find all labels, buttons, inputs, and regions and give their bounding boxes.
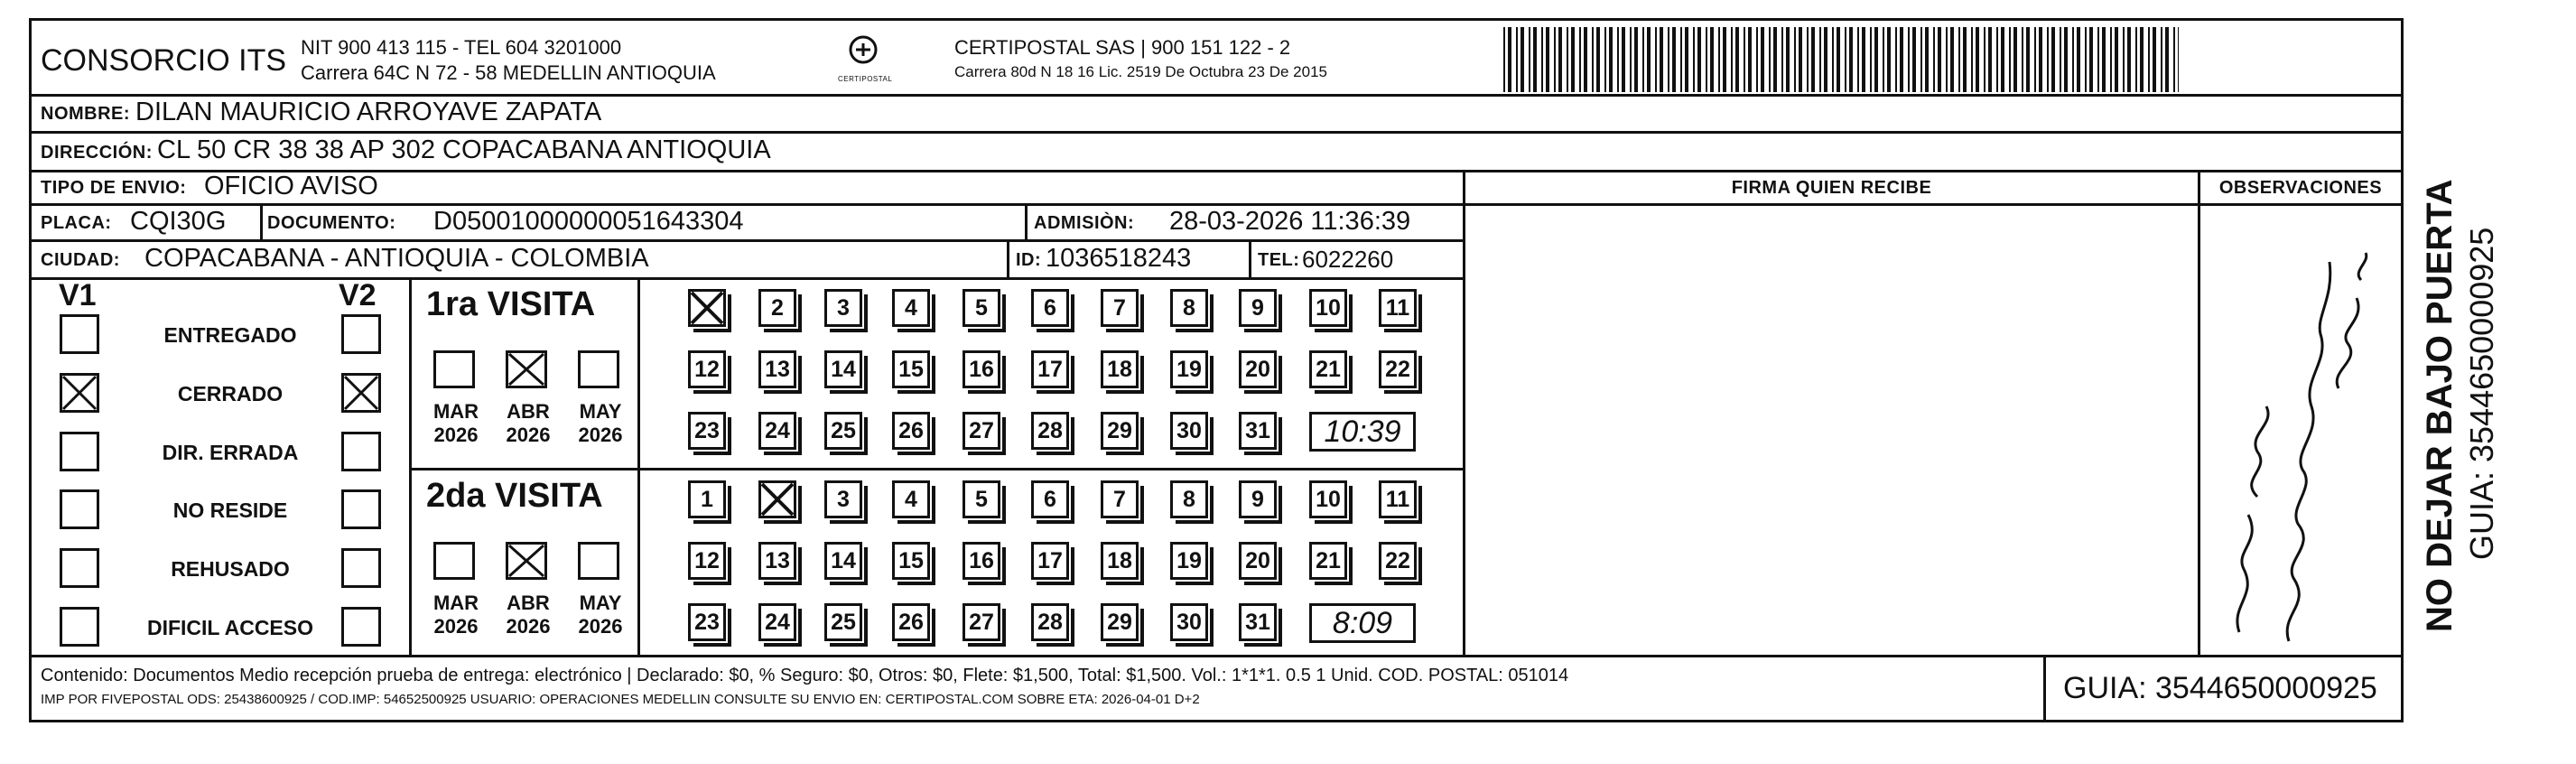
tel-label: TEL: bbox=[1258, 250, 1300, 270]
firma-header: FIRMA QUIEN RECIBE bbox=[1731, 178, 1932, 198]
visit-time-box[interactable]: 8:09 bbox=[1309, 603, 1416, 643]
documento-value: D05001000000051643304 bbox=[433, 207, 744, 236]
company-name: CONSORCIO ITS bbox=[41, 43, 287, 78]
status-v1-checkbox[interactable] bbox=[60, 607, 99, 647]
admision-label: ADMISIÒN: bbox=[1034, 213, 1135, 233]
status-v1-checkbox[interactable] bbox=[60, 489, 99, 529]
day-box[interactable]: 15 bbox=[892, 350, 930, 388]
day-box[interactable]: 1 bbox=[688, 480, 726, 518]
status-v2-checkbox[interactable] bbox=[341, 548, 381, 588]
observaciones-divider bbox=[2198, 170, 2200, 655]
firma-area bbox=[1465, 206, 2198, 655]
row-line bbox=[32, 170, 2401, 172]
certipostal-logo-icon bbox=[838, 34, 893, 83]
id-value: 1036518243 bbox=[1046, 244, 1192, 273]
day-box[interactable]: 21 bbox=[1309, 350, 1347, 388]
row-line bbox=[32, 131, 2401, 134]
month-year: 2026 bbox=[506, 424, 551, 446]
day-box[interactable]: 13 bbox=[758, 350, 796, 388]
day-box[interactable]: 3 bbox=[824, 480, 862, 518]
status-v2-checkbox[interactable] bbox=[341, 432, 381, 471]
day-box[interactable]: 5 bbox=[963, 289, 1000, 327]
day-box[interactable]: 14 bbox=[824, 542, 862, 580]
month-checkbox[interactable] bbox=[578, 350, 619, 388]
day-box[interactable]: 28 bbox=[1031, 412, 1069, 450]
day-box[interactable]: 7 bbox=[1101, 480, 1139, 518]
row-line bbox=[32, 277, 1465, 280]
day-box[interactable]: 23 bbox=[688, 412, 726, 450]
day-box[interactable]: 4 bbox=[892, 289, 930, 327]
cell-divider bbox=[1007, 239, 1009, 277]
day-box[interactable]: 13 bbox=[758, 542, 796, 580]
day-box[interactable]: 31 bbox=[1239, 412, 1277, 450]
month-checkbox[interactable] bbox=[578, 542, 619, 580]
status-label: REHUSADO bbox=[171, 557, 290, 581]
status-v2-checkbox[interactable] bbox=[341, 373, 381, 413]
day-box[interactable]: 30 bbox=[1170, 603, 1208, 641]
day-box[interactable]: 6 bbox=[1031, 480, 1069, 518]
v2-label: V2 bbox=[339, 278, 377, 312]
day-box[interactable]: 11 bbox=[1379, 289, 1417, 327]
day-box[interactable]: 17 bbox=[1031, 350, 1069, 388]
day-box[interactable]: 27 bbox=[963, 412, 1000, 450]
carrier-name: CERTIPOSTAL SAS | 900 151 122 - 2 bbox=[954, 36, 1291, 59]
visit-title: 2da VISITA bbox=[426, 477, 603, 515]
day-box[interactable]: 22 bbox=[1379, 542, 1417, 580]
day-box[interactable]: 15 bbox=[892, 542, 930, 580]
day-box[interactable]: 27 bbox=[963, 603, 1000, 641]
carrier-address: Carrera 80d N 18 16 Lic. 2519 De Octubra 23 De 2015 bbox=[954, 63, 1327, 80]
footer-guia: GUIA: 3544650000925 bbox=[2063, 671, 2377, 705]
month-label bbox=[424, 592, 488, 638]
side-guia: GUIA: 3544650000925 bbox=[2463, 227, 2500, 560]
month-year: 2026 bbox=[578, 424, 623, 446]
day-box[interactable]: 10 bbox=[1309, 289, 1347, 327]
visit-divider bbox=[409, 468, 1463, 471]
month-checkbox[interactable] bbox=[433, 350, 475, 388]
day-box[interactable]: 24 bbox=[758, 603, 796, 641]
cell-divider bbox=[1249, 239, 1251, 277]
day-box[interactable]: 12 bbox=[688, 350, 726, 388]
status-divider bbox=[409, 277, 412, 655]
imp-text: IMP POR FIVEPOSTAL ODS: 25438600925 / COD.IMP: 54652500925 USUARIO: OPERACIONES MEDELLIN CONSULTE SU ENVIO EN: CERTIPOSTAL.COM SOBRE ETA: 2026-04-01 D+2 bbox=[41, 692, 1200, 707]
company-address: Carrera 64C N 72 - 58 MEDELLIN ANTIOQUIA bbox=[301, 61, 716, 84]
v1-label: V1 bbox=[59, 278, 97, 312]
nombre-label: NOMBRE: bbox=[41, 104, 131, 124]
status-v2-checkbox[interactable] bbox=[341, 489, 381, 529]
month-label bbox=[569, 592, 632, 638]
status-label: DIR. ERRADA bbox=[162, 441, 299, 464]
month-name: ABR bbox=[507, 400, 550, 423]
month-year: 2026 bbox=[433, 424, 479, 446]
status-label: ENTREGADO bbox=[163, 323, 297, 347]
documento-label: DOCUMENTO: bbox=[267, 213, 396, 233]
contenido-text: Contenido: Documentos Medio recepción prueba de entrega: electrónico | Declarado: $0, % Seguro: $0, Otros: $0, Flete: $1,500, Total: $1,500. Vol.: 1*1*1. 0.5 1 Unid. COD. POSTAL: 051014 bbox=[41, 666, 1569, 685]
day-box[interactable]: 19 bbox=[1170, 350, 1208, 388]
day-box[interactable]: 23 bbox=[688, 603, 726, 641]
month-name: MAY bbox=[579, 592, 622, 614]
status-label: CERRADO bbox=[177, 382, 284, 405]
status-label: NO RESIDE bbox=[172, 498, 288, 522]
day-box[interactable]: 20 bbox=[1239, 542, 1277, 580]
placa-value: CQI30G bbox=[130, 207, 227, 236]
tipo-envio-label: TIPO DE ENVIO: bbox=[41, 178, 187, 198]
day-box[interactable]: 16 bbox=[963, 350, 1000, 388]
day-box[interactable]: 3 bbox=[824, 289, 862, 327]
day-box[interactable]: 20 bbox=[1239, 350, 1277, 388]
month-name: MAY bbox=[579, 400, 622, 423]
day-box[interactable]: 29 bbox=[1101, 412, 1139, 450]
visit-title: 1ra VISITA bbox=[426, 285, 596, 323]
day-box[interactable]: 26 bbox=[892, 412, 930, 450]
month-checkbox[interactable] bbox=[506, 350, 547, 388]
status-v1-checkbox[interactable] bbox=[60, 314, 99, 354]
day-box[interactable]: 9 bbox=[1239, 480, 1277, 518]
day-box[interactable]: 14 bbox=[824, 350, 862, 388]
day-box[interactable]: 29 bbox=[1101, 603, 1139, 641]
handwritten-observation bbox=[2203, 244, 2393, 650]
day-box[interactable]: 18 bbox=[1101, 350, 1139, 388]
day-box[interactable]: 5 bbox=[963, 480, 1000, 518]
ciudad-label: CIUDAD: bbox=[41, 250, 120, 270]
status-label: DIFICIL ACCESO bbox=[146, 616, 313, 639]
day-box[interactable]: 11 bbox=[1379, 480, 1417, 518]
status-v2-checkbox[interactable] bbox=[341, 314, 381, 354]
month-checkbox[interactable] bbox=[433, 542, 475, 580]
day-box[interactable]: 16 bbox=[963, 542, 1000, 580]
day-box[interactable]: 10 bbox=[1309, 480, 1347, 518]
day-box[interactable]: 4 bbox=[892, 480, 930, 518]
day-box[interactable] bbox=[758, 480, 796, 518]
day-box[interactable]: 24 bbox=[758, 412, 796, 450]
status-v2-checkbox[interactable] bbox=[341, 607, 381, 647]
month-name: ABR bbox=[507, 592, 550, 614]
day-box[interactable]: 18 bbox=[1101, 542, 1139, 580]
admision-value: 28-03-2026 11:36:39 bbox=[1169, 207, 1411, 236]
tipo-envio-value: OFICIO AVISO bbox=[204, 172, 378, 200]
day-box[interactable]: 2 bbox=[758, 289, 796, 327]
month-year: 2026 bbox=[506, 615, 551, 638]
tel-value: 6022260 bbox=[1302, 246, 1394, 273]
day-box[interactable] bbox=[688, 289, 726, 327]
day-box[interactable]: 30 bbox=[1170, 412, 1208, 450]
status-v1-checkbox[interactable] bbox=[60, 548, 99, 588]
placa-label: PLACA: bbox=[41, 213, 112, 233]
month-checkbox[interactable] bbox=[506, 542, 547, 580]
month-name: MAR bbox=[432, 592, 479, 614]
month-name: MAR bbox=[432, 400, 479, 423]
month-label bbox=[497, 592, 560, 638]
month-label bbox=[497, 400, 560, 447]
side-warning: NO DEJAR BAJO PUERTA bbox=[2420, 179, 2460, 632]
id-label: ID: bbox=[1016, 250, 1042, 270]
day-box[interactable]: 31 bbox=[1239, 603, 1277, 641]
day-box[interactable]: 12 bbox=[688, 542, 726, 580]
logo-text: CERTIPOSTAL bbox=[838, 75, 893, 83]
nombre-value: DILAN MAURICIO ARROYAVE ZAPATA bbox=[135, 98, 602, 126]
day-box[interactable]: 8 bbox=[1170, 289, 1208, 327]
cell-divider bbox=[260, 203, 263, 239]
day-box[interactable]: 25 bbox=[824, 412, 862, 450]
status-v1-checkbox[interactable] bbox=[60, 373, 99, 413]
visit-time-box[interactable]: 10:39 bbox=[1309, 412, 1416, 452]
day-box[interactable]: 19 bbox=[1170, 542, 1208, 580]
months-divider bbox=[637, 277, 640, 655]
day-box[interactable]: 21 bbox=[1309, 542, 1347, 580]
company-nit: NIT 900 413 115 - TEL 604 3201000 bbox=[301, 36, 622, 59]
observaciones-header: OBSERVACIONES bbox=[2218, 178, 2383, 198]
month-year: 2026 bbox=[578, 615, 623, 638]
month-year: 2026 bbox=[433, 615, 479, 638]
barcode-icon bbox=[1503, 27, 2179, 92]
row-line bbox=[32, 94, 2401, 97]
day-box[interactable]: 26 bbox=[892, 603, 930, 641]
day-box[interactable]: 17 bbox=[1031, 542, 1069, 580]
direccion-label: DIRECCIÓN: bbox=[41, 143, 153, 163]
status-v1-checkbox[interactable] bbox=[60, 432, 99, 471]
day-box[interactable]: 25 bbox=[824, 603, 862, 641]
direccion-value: CL 50 CR 38 38 AP 302 COPACABANA ANTIOQUIA bbox=[157, 135, 771, 164]
day-box[interactable]: 6 bbox=[1031, 289, 1069, 327]
month-label bbox=[569, 400, 632, 447]
day-box[interactable]: 9 bbox=[1239, 289, 1277, 327]
day-box[interactable]: 8 bbox=[1170, 480, 1208, 518]
day-box[interactable]: 7 bbox=[1101, 289, 1139, 327]
day-box[interactable]: 28 bbox=[1031, 603, 1069, 641]
cell-divider bbox=[1025, 203, 1028, 239]
day-box[interactable]: 22 bbox=[1379, 350, 1417, 388]
footer-divider bbox=[2043, 655, 2046, 722]
month-label bbox=[424, 400, 488, 447]
ciudad-value: COPACABANA - ANTIOQUIA - COLOMBIA bbox=[144, 244, 649, 273]
